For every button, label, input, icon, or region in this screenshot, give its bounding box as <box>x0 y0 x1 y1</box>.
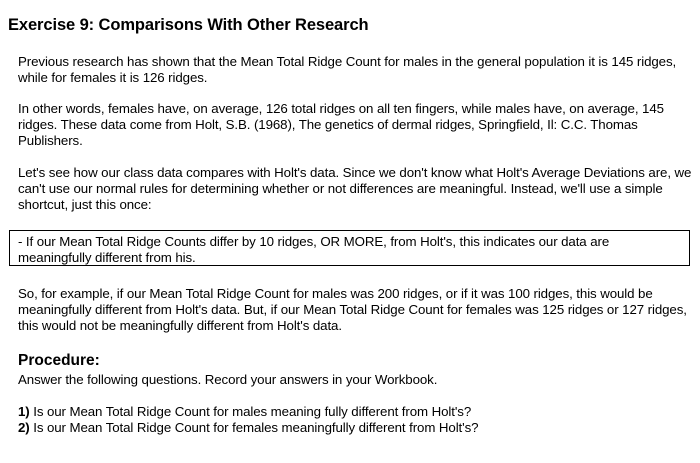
paragraph-class-comparison: Let's see how our class data compares with Holt's data. Since we don't know what Holt's Average Deviations are, we can't use our normal rules for determining whether or not differences are meaningful. Instead, we'll use a simple shortcut, just this once: <box>18 165 692 212</box>
question-list <box>18 404 693 436</box>
paragraph-other-words: In other words, females have, on average, 126 total ridges on all ten fingers, while males have, on average, 145 ridges. These data come from Holt, S.B. (1968), The genetics of dermal ridges, Springfield, Il: C.C. Thomas Publishers. <box>18 101 664 148</box>
procedure-heading: Procedure: <box>18 352 100 369</box>
question-text: Is our Mean Total Ridge Count for males meaning fully different from Holt's? <box>33 404 472 419</box>
question-number: 1) <box>18 404 30 419</box>
page-title: Exercise 9: Comparisons With Other Research <box>8 16 369 34</box>
question-item <box>18 404 693 420</box>
rule-callout-text: - If our Mean Total Ridge Counts differ by 10 ridges, OR MORE, from Holt's, this indicates our data are meaningfully different from his. <box>18 234 610 265</box>
paragraph-previous-research: Previous research has shown that the Mean Total Ridge Count for males in the general population it is 145 ridges, while for females it is 126 ridges. <box>18 54 677 85</box>
question-number: 2) <box>18 420 30 435</box>
question-item <box>18 420 693 436</box>
paragraph-example: So, for example, if our Mean Total Ridge Count for males was 200 ridges, or if it was 100 ridges, this would be meaningfully different from Holt's data. But, if our Mean Total Ridge Count for females was 125 ridges or 127 ridges, this would not be meaningfully different from Holt's data. <box>18 286 687 333</box>
question-text: Is our Mean Total Ridge Count for females meaningfully different from Holt's? <box>33 420 479 435</box>
procedure-intro: Answer the following questions. Record your answers in your Workbook. <box>18 372 438 387</box>
